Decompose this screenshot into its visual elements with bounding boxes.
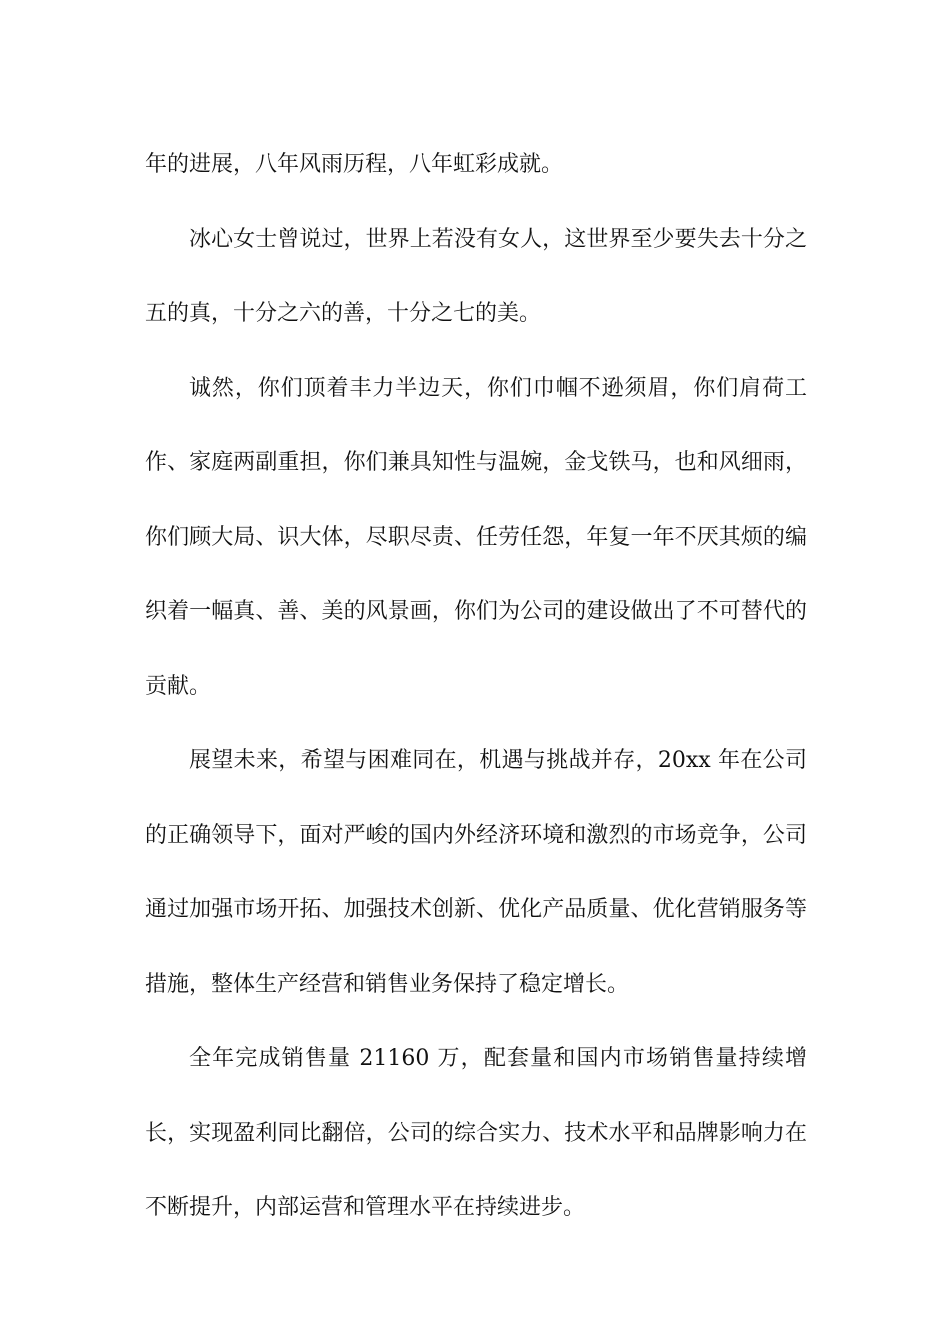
- paragraph-continuation: 年的进展，八年风雨历程，八年虹彩成就。: [145, 152, 564, 177]
- document-body: [145, 128, 807, 1246]
- paragraph-outlook: 展望未来，希望与困难同在，机遇与挑战并存，20xx 年在公司的正确领导下，面对严峻的国内外经济环境和激烈的市场竞争，公司通过加强市场开拓、加强技术创新、优化产品质量、优化营销服务等措施，整体生产经营和销售业务保持了稳定增长。: [145, 748, 807, 997]
- paragraph-annual-results: 全年完成销售量 21160 万，配套量和国内市场销售量持续增长，实现盈利同比翻倍，公司的综合实力、技术水平和品牌影响力在不断提升，内部运营和管理水平在持续进步。: [145, 1046, 807, 1220]
- paragraph-bingxin-quote: 冰心女士曾说过，世界上若没有女人，这世界至少要失去十分之五的真，十分之六的善，十分之七的美。: [145, 226, 807, 326]
- paragraph-women-contribution: 诚然，你们顶着丰力半边天，你们巾帼不逊须眉，你们肩荷工作、家庭两副重担，你们兼具知性与温婉，金戈铁马，也和风细雨，你们顾大局、识大体，尽职尽责、任劳任怨，年复一年不厌其烦的编织着一幅真、善、美的风景画，你们为公司的建设做出了不可替代的贡献。: [145, 375, 807, 699]
